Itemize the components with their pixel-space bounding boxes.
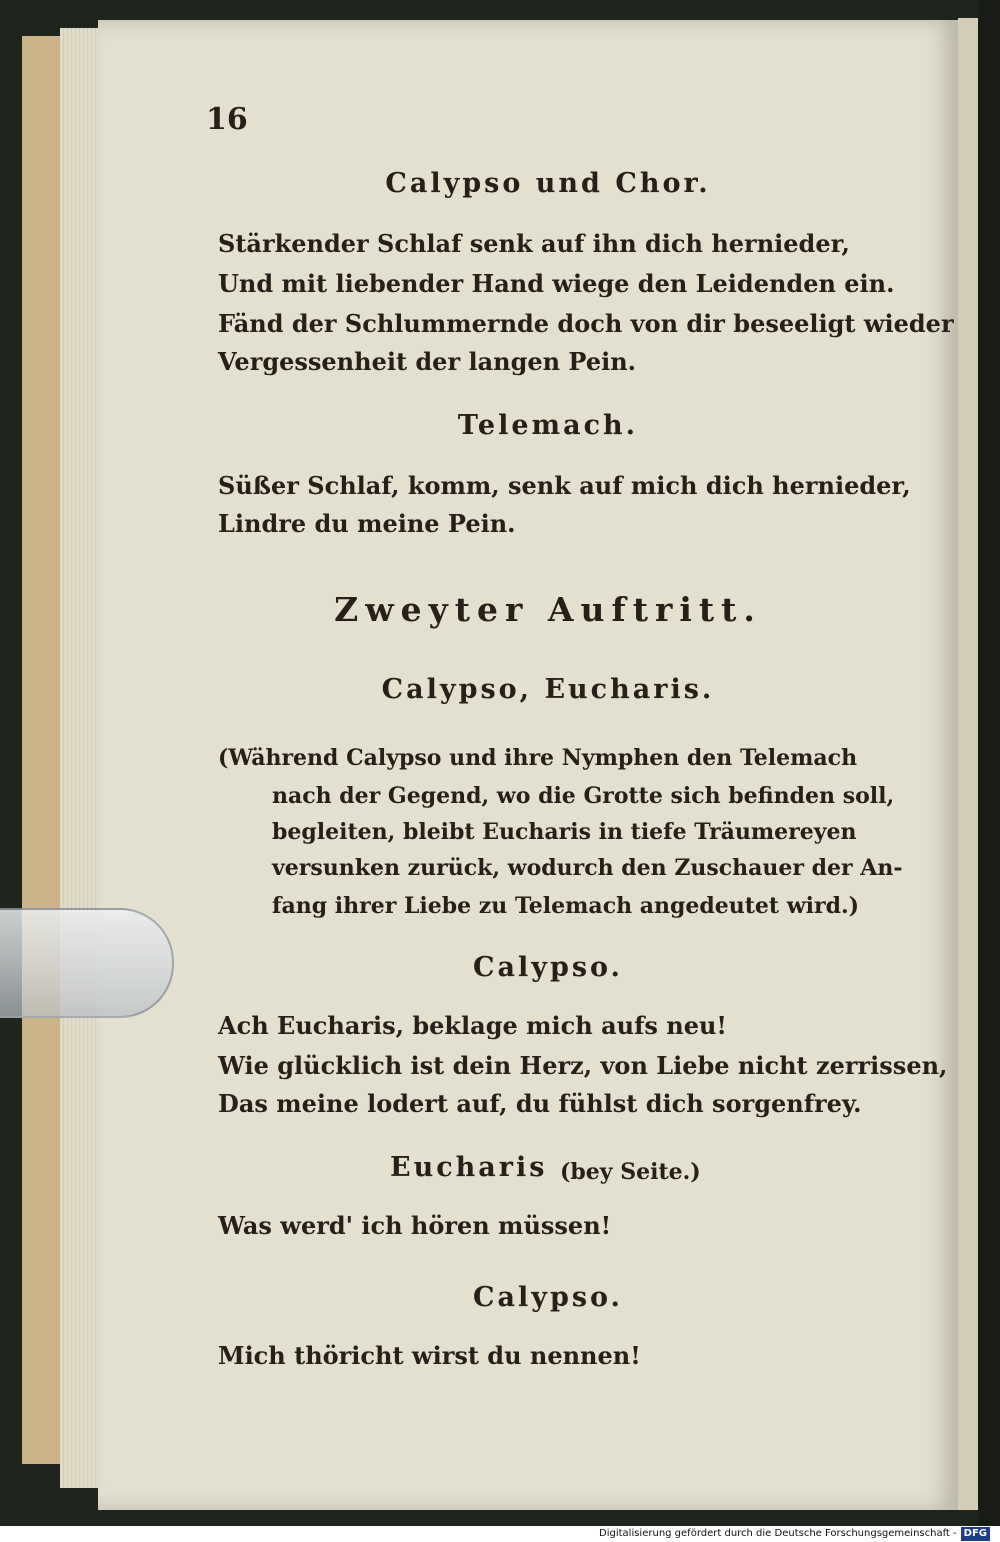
speaker-heading: Calypso.: [473, 952, 623, 983]
verse-line: Ach Eucharis, beklage mich aufs neu!: [218, 1011, 727, 1040]
aside-note: (bey Seite.): [560, 1159, 701, 1185]
funding-note: Digitalisierung gefördert durch die Deutsche Forschungsgemeinschaft -: [599, 1528, 957, 1539]
speaker-heading: Eucharis: [390, 1152, 548, 1183]
dfg-logo: DFG: [961, 1527, 990, 1541]
verse-line: Wie glücklich ist dein Herz, von Liebe nicht zerrissen,: [218, 1051, 948, 1080]
stage-direction-line: nach der Gegend, wo die Grotte sich befinden soll,: [272, 783, 895, 809]
verse-line: Was werd' ich hören müssen!: [218, 1211, 612, 1240]
speaker-heading: Calypso und Chor.: [385, 168, 711, 199]
speaker-heading: Calypso.: [473, 1282, 623, 1313]
stage-direction-line: fang ihrer Liebe zu Telemach angedeutet wird.): [272, 893, 860, 919]
verse-line: Stärkender Schlaf senk auf ihn dich hernieder,: [218, 229, 850, 258]
verse-line: Das meine lodert auf, du fühlst dich sorgenfrey.: [218, 1089, 862, 1118]
scene-persons: Calypso, Eucharis.: [381, 674, 715, 705]
verse-line: Mich thöricht wirst du nennen!: [218, 1341, 641, 1370]
verse-line: Lindre du meine Pein.: [218, 509, 516, 538]
scene-heading: Zweyter Auftritt.: [334, 590, 762, 629]
speaker-heading: Telemach.: [457, 410, 639, 441]
plexiglass-page-clip: [0, 908, 174, 1018]
stage-direction-line: (Während Calypso und ihre Nymphen den Telemach: [218, 745, 858, 771]
verse-line: Süßer Schlaf, komm, senk auf mich dich hernieder,: [218, 471, 911, 500]
verse-line: Fänd der Schlummernde doch von dir beseeligt wieder: [218, 309, 954, 338]
page-number: 16: [206, 102, 248, 137]
stage-direction-line: versunken zurück, wodurch den Zuschauer der An-: [272, 855, 903, 881]
verse-line: Und mit liebender Hand wiege den Leidenden ein.: [218, 269, 895, 298]
verse-line: Vergessenheit der langen Pein.: [218, 347, 637, 376]
digitization-footer: [599, 1527, 990, 1541]
stage-direction-line: begleiten, bleibt Eucharis in tiefe Träumereyen: [272, 819, 857, 845]
